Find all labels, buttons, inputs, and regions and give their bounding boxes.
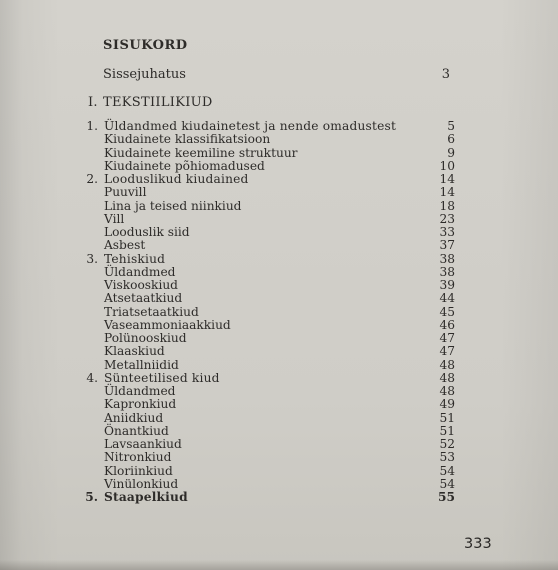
toc-entry-label: Üldandmed kiudainetest ja nende omadustest [104, 119, 397, 133]
toc-list [80, 120, 455, 504]
page-title: SISUKORD [103, 38, 188, 53]
toc-entry-page: 51 [439, 423, 455, 438]
toc-entry-label: Kapronkiud [104, 397, 177, 412]
toc-entry [80, 465, 455, 478]
toc-entry-page: 48 [439, 357, 455, 372]
toc-entry [80, 226, 455, 239]
toc-entry-label: Vaseammoniaakkiud [104, 317, 231, 332]
toc-chapter [80, 372, 455, 385]
toc-entry-page: 10 [439, 158, 455, 173]
toc-entry [80, 133, 455, 146]
toc-entry [80, 306, 455, 319]
toc-entry-label: Triatsetaatkiud [104, 304, 199, 319]
toc-entry [80, 279, 455, 292]
toc-entry [80, 186, 455, 199]
toc-chapter [80, 173, 455, 186]
toc-entry [80, 385, 455, 398]
toc-entry [80, 332, 455, 345]
toc-entry [80, 345, 455, 358]
toc-entry-label: Vinülonkiud [104, 476, 179, 491]
toc-entry [80, 412, 455, 425]
toc-entry [80, 200, 455, 213]
toc-entry-number: 2. [86, 172, 98, 186]
toc-entry-page: 5 [447, 119, 455, 133]
toc-entry-page: 54 [439, 463, 455, 478]
toc-entry-label: Puuvill [104, 185, 147, 200]
toc-entry-page: 44 [439, 291, 455, 306]
part-label: TEKSTIILIKIUD [103, 95, 213, 110]
toc-entry [80, 398, 455, 411]
toc-entry-label: Vill [104, 211, 125, 226]
toc-entry-label: Nitronkiud [104, 450, 172, 465]
toc-entry-label: Üldandmed [104, 384, 176, 398]
toc-entry-label: Kloriinkiud [104, 463, 173, 478]
toc-entry-label: Üldandmed [104, 264, 176, 279]
intro-page-number: 3 [441, 67, 450, 82]
toc-entry-label: Kiudainete klassifikatsioon [104, 132, 271, 147]
toc-entry-label: Önantkiud [104, 423, 169, 438]
toc-entry-label: Viskooskiud [104, 278, 178, 292]
toc-entry [80, 292, 455, 305]
toc-entry-number: 3. [86, 251, 98, 266]
toc-entry-number: 1. [86, 119, 98, 133]
toc-entry [80, 213, 455, 226]
toc-entry-page: 6 [447, 132, 455, 147]
toc-entry [80, 425, 455, 438]
toc-entry-page: 48 [439, 384, 455, 398]
toc-entry-number: 4. [86, 370, 98, 385]
toc-entry-page: 47 [439, 344, 455, 359]
toc-entry-label: Atsetaatkiud [104, 291, 183, 306]
toc-entry-page: 18 [439, 198, 455, 213]
toc-entry-page: 14 [439, 185, 455, 200]
toc-entry-page: 51 [439, 410, 455, 425]
toc-entry-label: Looduslikud kiudained [104, 172, 249, 186]
toc-entry-page: 47 [439, 331, 455, 345]
toc-entry-page: 53 [439, 450, 455, 465]
page-folio: 333 [464, 536, 492, 552]
toc-entry-label: Kiudainete põhiomadused [104, 158, 265, 173]
intro-label: Sissejuhatus [103, 67, 186, 82]
toc-entry-page: 37 [439, 238, 455, 253]
toc-entry-label: Metallniidid [104, 357, 179, 372]
toc-entry [80, 266, 455, 279]
toc-entry [80, 438, 455, 451]
toc-chapter [80, 253, 455, 266]
toc-chapter [80, 120, 455, 133]
toc-entry-label: Tehiskiud [104, 251, 166, 266]
toc-entry-page: 33 [439, 225, 455, 239]
toc-entry-label: Lavsaankiud [104, 437, 182, 451]
toc-entry-page: 38 [439, 264, 455, 279]
toc-entry-page: 54 [439, 476, 455, 491]
toc-entry-label: Klaaskiud [104, 344, 165, 359]
toc-entry-page: 14 [439, 172, 455, 186]
toc-entry-page: 48 [439, 370, 455, 385]
toc-entry-number: 5. [85, 490, 98, 504]
toc-entry-page: 9 [447, 145, 455, 160]
toc-entry-label: Staapelkiud [104, 490, 188, 504]
toc-entry [80, 147, 455, 160]
toc-entry-page: 52 [439, 437, 455, 451]
toc-entry-label: Asbest [104, 238, 146, 253]
toc-entry [80, 239, 455, 252]
toc-entry [80, 319, 455, 332]
toc-entry-page: 46 [439, 317, 455, 332]
toc-entry-label: Lina ja teised niinkiud [104, 198, 242, 213]
toc-entry-label: Polünooskiud [104, 331, 187, 345]
toc-entry-label: Sünteetilised kiud [104, 370, 220, 385]
toc-chapter [80, 491, 455, 504]
toc-entry-page: 23 [439, 211, 455, 226]
toc-entry-label: Aniidkiud [104, 410, 164, 425]
toc-entry [80, 451, 455, 464]
toc-entry [80, 478, 455, 491]
toc-entry-label: Kiudainete keemiline struktuur [104, 145, 298, 160]
toc-entry [80, 160, 455, 173]
toc-entry-page: 55 [438, 490, 455, 504]
toc-entry-label: Looduslik siid [104, 225, 190, 239]
part-number: I. [88, 95, 98, 110]
toc-entry-page: 49 [439, 397, 455, 412]
toc-entry-page: 38 [439, 251, 455, 266]
part-heading [88, 95, 213, 110]
toc-entry-page: 39 [439, 278, 455, 292]
toc-entry [80, 359, 455, 372]
toc-entry-page: 45 [439, 304, 455, 319]
